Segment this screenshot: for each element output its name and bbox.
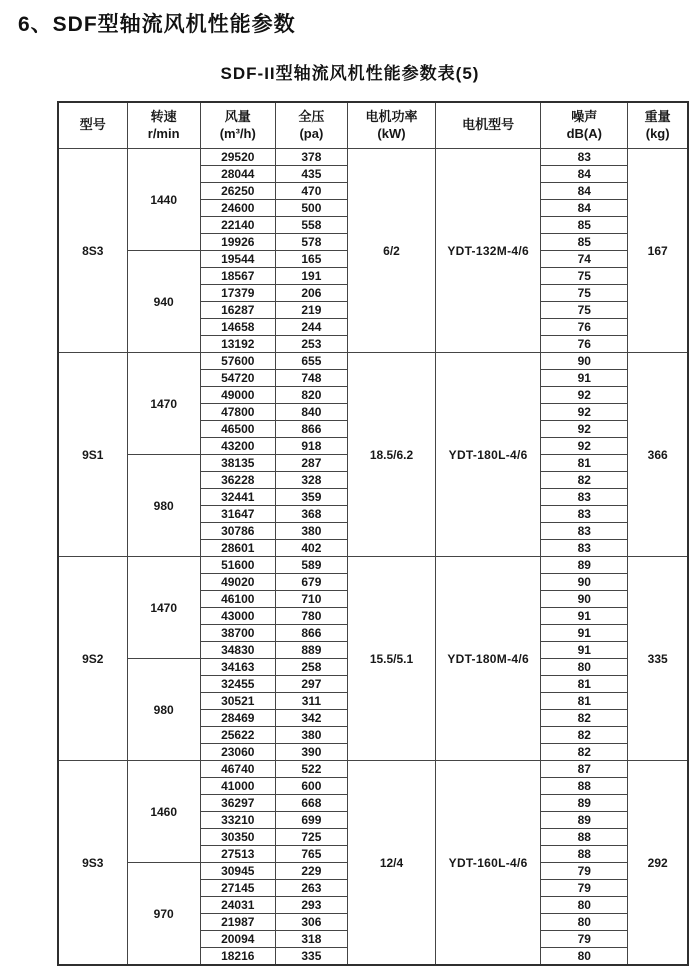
noise-cell: 83 [541, 149, 628, 166]
table-row [58, 557, 688, 574]
speed-cell: 1440 [127, 149, 200, 251]
power-cell: 12/4 [347, 761, 435, 966]
speed-cell: 1470 [127, 353, 200, 455]
speed-cell: 1460 [127, 761, 200, 863]
power-cell: 18.5/6.2 [347, 353, 435, 557]
pressure-cell: 253 [275, 336, 347, 353]
noise-cell: 91 [541, 625, 628, 642]
noise-cell: 80 [541, 659, 628, 676]
airflow-cell: 14658 [200, 319, 275, 336]
header-row [58, 102, 688, 149]
airflow-cell: 31647 [200, 506, 275, 523]
noise-cell: 92 [541, 438, 628, 455]
airflow-cell: 27513 [200, 846, 275, 863]
noise-cell: 75 [541, 285, 628, 302]
pressure-cell: 589 [275, 557, 347, 574]
noise-cell: 82 [541, 710, 628, 727]
table-row [58, 149, 688, 166]
noise-cell: 89 [541, 557, 628, 574]
airflow-cell: 22140 [200, 217, 275, 234]
airflow-cell: 51600 [200, 557, 275, 574]
noise-cell: 75 [541, 302, 628, 319]
motor-cell: YDT-132M-4/6 [436, 149, 541, 353]
noise-cell: 80 [541, 897, 628, 914]
airflow-cell: 30521 [200, 693, 275, 710]
model-cell: 9S2 [58, 557, 127, 761]
airflow-cell: 28469 [200, 710, 275, 727]
noise-cell: 90 [541, 574, 628, 591]
noise-cell: 90 [541, 353, 628, 370]
noise-cell: 81 [541, 693, 628, 710]
airflow-cell: 38700 [200, 625, 275, 642]
model-cell: 9S3 [58, 761, 127, 966]
pressure-cell: 866 [275, 625, 347, 642]
airflow-cell: 47800 [200, 404, 275, 421]
airflow-cell: 43000 [200, 608, 275, 625]
airflow-cell: 30945 [200, 863, 275, 880]
weight-cell: 335 [628, 557, 688, 761]
airflow-cell: 54720 [200, 370, 275, 387]
header-power: 电机功率 (kW) [347, 102, 435, 149]
header-model: 型号 [58, 102, 127, 149]
pressure-cell: 328 [275, 472, 347, 489]
airflow-cell: 28601 [200, 540, 275, 557]
noise-cell: 82 [541, 744, 628, 761]
header-airflow: 风量 (m³/h) [200, 102, 275, 149]
pressure-cell: 725 [275, 829, 347, 846]
pressure-cell: 710 [275, 591, 347, 608]
pressure-cell: 668 [275, 795, 347, 812]
noise-cell: 81 [541, 455, 628, 472]
airflow-cell: 41000 [200, 778, 275, 795]
pressure-cell: 191 [275, 268, 347, 285]
airflow-cell: 24031 [200, 897, 275, 914]
airflow-cell: 49000 [200, 387, 275, 404]
motor-cell: YDT-180M-4/6 [436, 557, 541, 761]
noise-cell: 79 [541, 931, 628, 948]
pressure-cell: 258 [275, 659, 347, 676]
pressure-cell: 219 [275, 302, 347, 319]
header-motor: 电机型号 [436, 102, 541, 149]
pressure-cell: 500 [275, 200, 347, 217]
header-pressure: 全压 (pa) [275, 102, 347, 149]
airflow-cell: 32455 [200, 676, 275, 693]
airflow-cell: 27145 [200, 880, 275, 897]
motor-cell: YDT-160L-4/6 [436, 761, 541, 966]
noise-cell: 84 [541, 183, 628, 200]
pressure-cell: 378 [275, 149, 347, 166]
model-cell: 8S3 [58, 149, 127, 353]
page-title: 6、SDF型轴流风机性能参数 [18, 13, 296, 36]
table-title: SDF-II型轴流风机性能参数表(5) [220, 64, 480, 83]
airflow-cell: 43200 [200, 438, 275, 455]
airflow-cell: 46100 [200, 591, 275, 608]
power-cell: 6/2 [347, 149, 435, 353]
pressure-cell: 380 [275, 727, 347, 744]
pressure-cell: 244 [275, 319, 347, 336]
pressure-cell: 335 [275, 948, 347, 966]
airflow-cell: 16287 [200, 302, 275, 319]
airflow-cell: 13192 [200, 336, 275, 353]
noise-cell: 75 [541, 268, 628, 285]
noise-cell: 90 [541, 591, 628, 608]
airflow-cell: 34830 [200, 642, 275, 659]
airflow-cell: 57600 [200, 353, 275, 370]
airflow-cell: 19926 [200, 234, 275, 251]
pressure-cell: 342 [275, 710, 347, 727]
pressure-cell: 359 [275, 489, 347, 506]
noise-cell: 80 [541, 914, 628, 931]
noise-cell: 79 [541, 863, 628, 880]
airflow-cell: 36228 [200, 472, 275, 489]
noise-cell: 74 [541, 251, 628, 268]
speed-cell: 940 [127, 251, 200, 353]
pressure-cell: 206 [275, 285, 347, 302]
header-speed: 转速 r/min [127, 102, 200, 149]
noise-cell: 82 [541, 472, 628, 489]
airflow-cell: 17379 [200, 285, 275, 302]
airflow-cell: 36297 [200, 795, 275, 812]
noise-cell: 89 [541, 812, 628, 829]
pressure-cell: 390 [275, 744, 347, 761]
airflow-cell: 21987 [200, 914, 275, 931]
pressure-cell: 402 [275, 540, 347, 557]
airflow-cell: 33210 [200, 812, 275, 829]
airflow-cell: 20094 [200, 931, 275, 948]
airflow-cell: 46740 [200, 761, 275, 778]
pressure-cell: 311 [275, 693, 347, 710]
noise-cell: 83 [541, 540, 628, 557]
noise-cell: 92 [541, 421, 628, 438]
speed-cell: 980 [127, 455, 200, 557]
noise-cell: 76 [541, 319, 628, 336]
airflow-cell: 18567 [200, 268, 275, 285]
airflow-cell: 19544 [200, 251, 275, 268]
pressure-cell: 435 [275, 166, 347, 183]
airflow-cell: 49020 [200, 574, 275, 591]
noise-cell: 92 [541, 404, 628, 421]
speed-cell: 970 [127, 863, 200, 966]
pressure-cell: 765 [275, 846, 347, 863]
performance-table [57, 101, 689, 966]
airflow-cell: 38135 [200, 455, 275, 472]
pressure-cell: 287 [275, 455, 347, 472]
document-page [0, 8, 700, 963]
pressure-cell: 297 [275, 676, 347, 693]
table-header [58, 102, 688, 149]
pressure-cell: 318 [275, 931, 347, 948]
airflow-cell: 30350 [200, 829, 275, 846]
motor-cell: YDT-180L-4/6 [436, 353, 541, 557]
pressure-cell: 293 [275, 897, 347, 914]
weight-cell: 292 [628, 761, 688, 966]
noise-cell: 84 [541, 166, 628, 183]
airflow-cell: 23060 [200, 744, 275, 761]
noise-cell: 85 [541, 217, 628, 234]
pressure-cell: 655 [275, 353, 347, 370]
pressure-cell: 558 [275, 217, 347, 234]
pressure-cell: 679 [275, 574, 347, 591]
noise-cell: 83 [541, 506, 628, 523]
noise-cell: 84 [541, 200, 628, 217]
noise-cell: 91 [541, 608, 628, 625]
noise-cell: 79 [541, 880, 628, 897]
pressure-cell: 840 [275, 404, 347, 421]
speed-cell: 980 [127, 659, 200, 761]
pressure-cell: 866 [275, 421, 347, 438]
table-body [58, 149, 688, 966]
airflow-cell: 46500 [200, 421, 275, 438]
model-cell: 9S1 [58, 353, 127, 557]
pressure-cell: 229 [275, 863, 347, 880]
noise-cell: 92 [541, 387, 628, 404]
pressure-cell: 470 [275, 183, 347, 200]
noise-cell: 82 [541, 727, 628, 744]
pressure-cell: 889 [275, 642, 347, 659]
speed-cell: 1470 [127, 557, 200, 659]
noise-cell: 88 [541, 829, 628, 846]
pressure-cell: 368 [275, 506, 347, 523]
airflow-cell: 29520 [200, 149, 275, 166]
table-row [58, 353, 688, 370]
pressure-cell: 165 [275, 251, 347, 268]
noise-cell: 88 [541, 846, 628, 863]
noise-cell: 87 [541, 761, 628, 778]
pressure-cell: 820 [275, 387, 347, 404]
airflow-cell: 18216 [200, 948, 275, 966]
pressure-cell: 263 [275, 880, 347, 897]
noise-cell: 85 [541, 234, 628, 251]
airflow-cell: 34163 [200, 659, 275, 676]
power-cell: 15.5/5.1 [347, 557, 435, 761]
noise-cell: 83 [541, 489, 628, 506]
noise-cell: 81 [541, 676, 628, 693]
noise-cell: 88 [541, 778, 628, 795]
pressure-cell: 380 [275, 523, 347, 540]
pressure-cell: 578 [275, 234, 347, 251]
noise-cell: 91 [541, 370, 628, 387]
pressure-cell: 522 [275, 761, 347, 778]
pressure-cell: 918 [275, 438, 347, 455]
header-weight: 重量 (kg) [628, 102, 688, 149]
pressure-cell: 600 [275, 778, 347, 795]
noise-cell: 76 [541, 336, 628, 353]
airflow-cell: 32441 [200, 489, 275, 506]
noise-cell: 89 [541, 795, 628, 812]
airflow-cell: 30786 [200, 523, 275, 540]
noise-cell: 80 [541, 948, 628, 966]
pressure-cell: 306 [275, 914, 347, 931]
pressure-cell: 699 [275, 812, 347, 829]
airflow-cell: 28044 [200, 166, 275, 183]
airflow-cell: 24600 [200, 200, 275, 217]
pressure-cell: 748 [275, 370, 347, 387]
noise-cell: 91 [541, 642, 628, 659]
table-row [58, 761, 688, 778]
weight-cell: 167 [628, 149, 688, 353]
airflow-cell: 26250 [200, 183, 275, 200]
noise-cell: 83 [541, 523, 628, 540]
airflow-cell: 25622 [200, 727, 275, 744]
weight-cell: 366 [628, 353, 688, 557]
pressure-cell: 780 [275, 608, 347, 625]
header-noise: 噪声 dB(A) [541, 102, 628, 149]
